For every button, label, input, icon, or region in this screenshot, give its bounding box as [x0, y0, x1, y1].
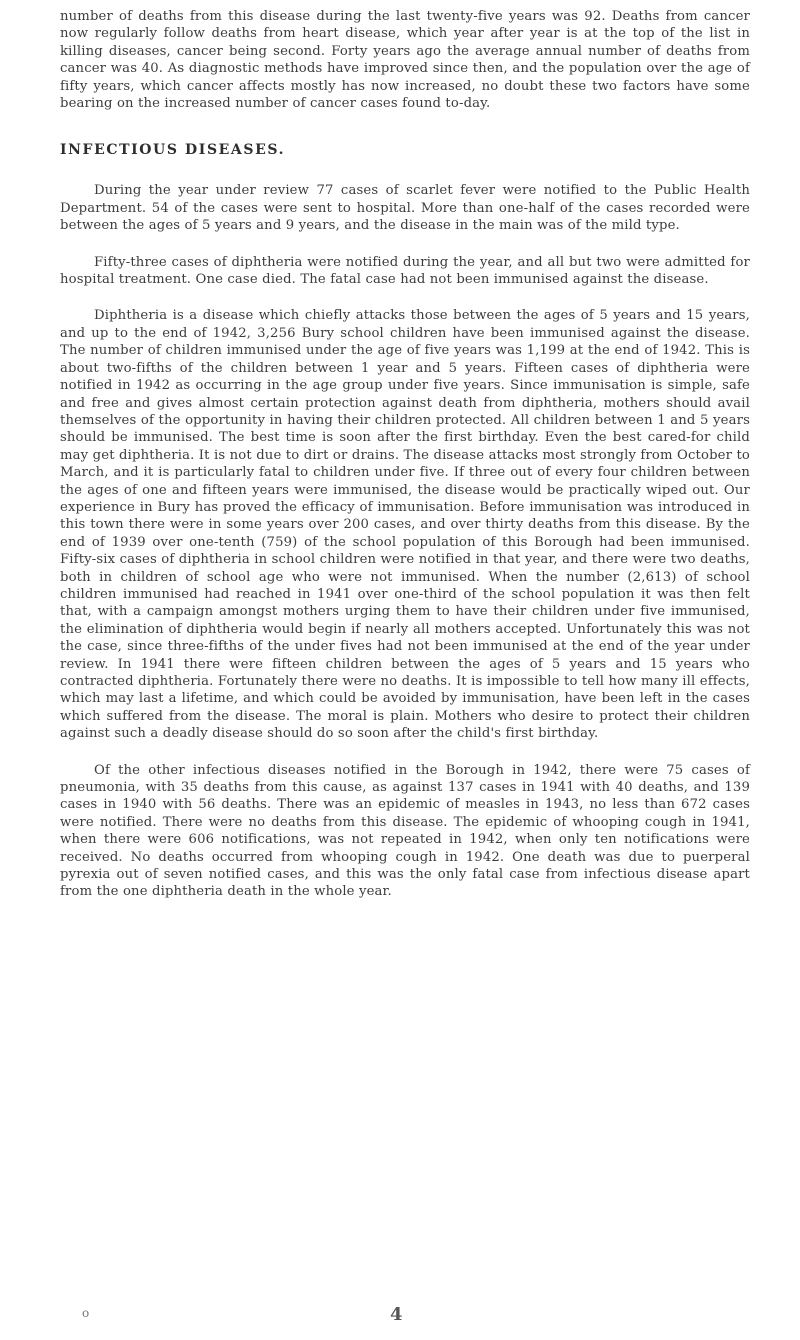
paragraph-gap: [60, 743, 750, 762]
other-diseases-paragraph: Of the other infectious diseases notified in the Borough in 1942, there were 75 cases of pneumonia, with 35 deaths from this cause, as against 137 cases in 1941 with 40 deaths, and 139 cases in 1940 with 56 deaths. There was an epidemic of measles in 1943, no less than 672 cases were notified. There were no deaths from this disease. The epidemic of whooping cough in 1941, when there were 606 notifications, was not repeated in 1942, when only ten notifications were received. No deaths occurred from whooping cough in 1942. One death was due to puerperal pyrexia out of seven notified cases, and this was the only fatal case from infectious disease apart from the one diphtheria death in the whole year.: [60, 762, 750, 900]
scarlet-fever-paragraph: During the year under review 77 cases of scarlet fever were notified to the Public Health Department. 54 of the cases were sent to hospital. More than one-half of the cases recorded were between the ages of 5 years and 9 years, and the disease in the main was of the mild type.: [60, 183, 750, 234]
intro-paragraph: number of deaths from this disease during the last twenty-five years was 92. Deaths from cancer now regularly follow deaths from heart disease, which year after year is at the top of the list in killing diseases, cancer being second. Forty years ago the average annual number of deaths from cancer was 40. As diagnostic methods have improved since then, and the population over the age of fifty years, which cancer affects mostly has now increased, no doubt these two factors have some bearing on the increased number of cancer cases found to-day.: [60, 9, 750, 112]
diphtheria-immunisation-paragraph: Diphtheria is a disease which chiefly attacks those between the ages of 5 years and 15 years, and up to the end of 1942, 3,256 Bury school children have been immunised against the disease. The number of children immunised under the age of five years was 1,199 at the end of 1942. This is about two-fifths of the children between 1 year and 5 years. Fifteen cases of diphtheria were notified in 1942 as occurring in the age group under five years. Since immunisation is simple, safe and free and gives almost certain protection against death from diphtheria, mothers should avail themselves of the opportunity in having their children protected. All children between 1 and 5 years should be immunised. The best time is soon after the first birthday. Even the best cared-for child may get diphtheria. It is not due to dirt or drains. The disease attacks most strongly from October to March, and it is particularly fatal to children under five. If three out of every four children between the ages of one and fifteen years were immunised, the disease would be practically wiped out. Our experience in Bury has proved the efficacy of immunisation. Before immunisation was introduced in this town there were in some years over 200 cases, and over thirty deaths from this disease. By the end of 1939 over one-tenth (759) of the school population of this Borough had been immunised. Fifty-six cases of diphtheria in school children were notified in that year, and there were two deaths, both in children of school age who were not immunised. When the number (2,613) of school children immunised had reached in 1941 over one-third of the school population it was then felt that, with a campaign amongst mothers urging them to have their children under five immunised, the elimination of diphtheria would begin if nearly all mothers accepted. Unfortunately this was not the case, since three-fifths of the under fives had not been immunised at the end of the year under review. In 1941 there were fifteen children between the ages of 5 years and 15 years who contracted diphtheria. Fortunately there were no deaths. It is impossible to tell how many ill effects, which may last a lifetime, and which could be avoided by immunisation, have been left in the cases which suffered from the disease. The moral is plain. Mothers who desire to protect their children against such a deadly disease should do so soon after the child's first birthday.: [60, 308, 750, 742]
diphtheria-cases-paragraph: Fifty-three cases of diphtheria were notified during the year, and all but two were admitted for hospital treatment. One case died. The fatal case had not been immunised against the disease.: [60, 254, 750, 288]
page-number: 4: [390, 1304, 403, 1325]
paragraph-gap: [60, 288, 750, 307]
paragraph-gap: [60, 235, 750, 254]
margin-mark: o: [82, 1306, 90, 1320]
document-page: [60, 8, 750, 901]
section-heading: INFECTIOUS DISEASES.: [60, 142, 286, 159]
